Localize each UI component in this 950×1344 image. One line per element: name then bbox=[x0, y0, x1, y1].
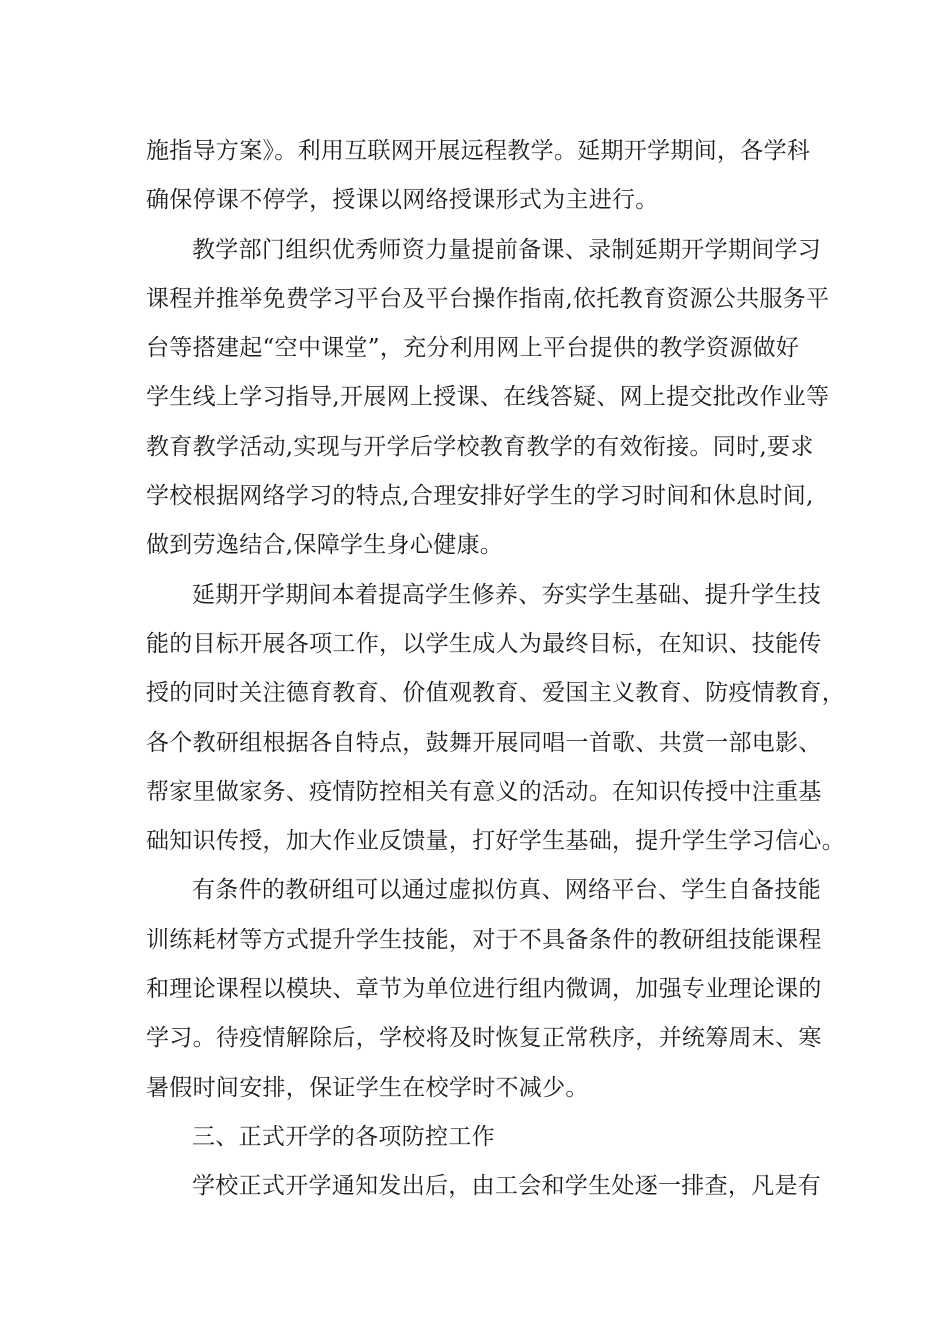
text-line: 学习。待疫情解除后，学校将及时恢复正常秩序，并统筹周末、寒 bbox=[146, 1025, 822, 1052]
text-line: 帮家里做家务、疫情防控相关有意义的活动。在知识传授中注重基 bbox=[146, 778, 822, 805]
text-line: 训练耗材等方式提升学生技能，对于不具备条件的教研组技能课程 bbox=[146, 926, 822, 953]
text-line: 学生线上学习指导,开展网上授课、在线答疑、网上提交批改作业等 bbox=[146, 384, 830, 411]
text-line: 暑假时间安排，保证学生在校学时不减少。 bbox=[146, 1074, 589, 1101]
text-line: 确保停课不停学，授课以网络授课形式为主进行。 bbox=[146, 187, 659, 214]
text-line: 有条件的教研组可以通过虚拟仿真、网络平台、学生自备技能 bbox=[192, 877, 822, 904]
paragraph-skills-training bbox=[146, 866, 826, 1112]
text-line: 施指导方案》。利用互联网开展远程教学。延期开学期间，各学科 bbox=[146, 138, 811, 164]
text-line: 础知识传授，加大作业反馈量，打好学生基础，提升学生学习信心。 bbox=[146, 828, 845, 855]
text-line: 能的目标开展各项工作，以学生成人为最终目标，在知识、技能传 bbox=[146, 630, 822, 657]
text-line: 学校正式开学通知发出后，由工会和学生处逐一排查，凡是有 bbox=[192, 1173, 822, 1200]
text-line: 教学部门组织优秀师资力量提前备课、录制延期开学期间学习 bbox=[192, 236, 822, 263]
heading-text: 三、正式开学的各项防控工作 bbox=[192, 1123, 495, 1150]
paragraph-student-cultivation bbox=[146, 571, 845, 867]
text-line: 台等搭建起“空中课堂”，充分利用网上平台提供的教学资源做好 bbox=[146, 335, 800, 362]
text-line: 授的同时关注德育教育、价值观教育、爱国主义教育、防疫情教育， bbox=[146, 680, 845, 707]
text-line: 和理论课程以模块、章节为单位进行组内微调，加强专业理论课的 bbox=[146, 976, 822, 1003]
section-heading bbox=[146, 1113, 826, 1162]
document-body bbox=[146, 127, 845, 1212]
text-line: 做到劳逸结合,保障学生身心健康。 bbox=[146, 532, 504, 559]
text-line: 教育教学活动,实现与开学后学校教育教学的有效衔接。同时,要求 bbox=[146, 433, 814, 460]
text-line: 延期开学期间本着提高学生修养、夯实学生基础、提升学生技 bbox=[192, 581, 822, 608]
paragraph-teaching-department bbox=[146, 226, 830, 571]
text-line: 各个教研组根据各自特点，鼓舞开展同唱一首歌、共赏一部电影、 bbox=[146, 729, 822, 756]
text-line: 学校根据网络学习的特点,合理安排好学生的学习时间和休息时间, bbox=[146, 483, 814, 510]
paragraph-official-start bbox=[146, 1162, 826, 1211]
text-line: 课程并推举免费学习平台及平台操作指南,依托教育资源公共服务平 bbox=[146, 285, 830, 312]
paragraph-remote-teaching bbox=[146, 127, 826, 226]
